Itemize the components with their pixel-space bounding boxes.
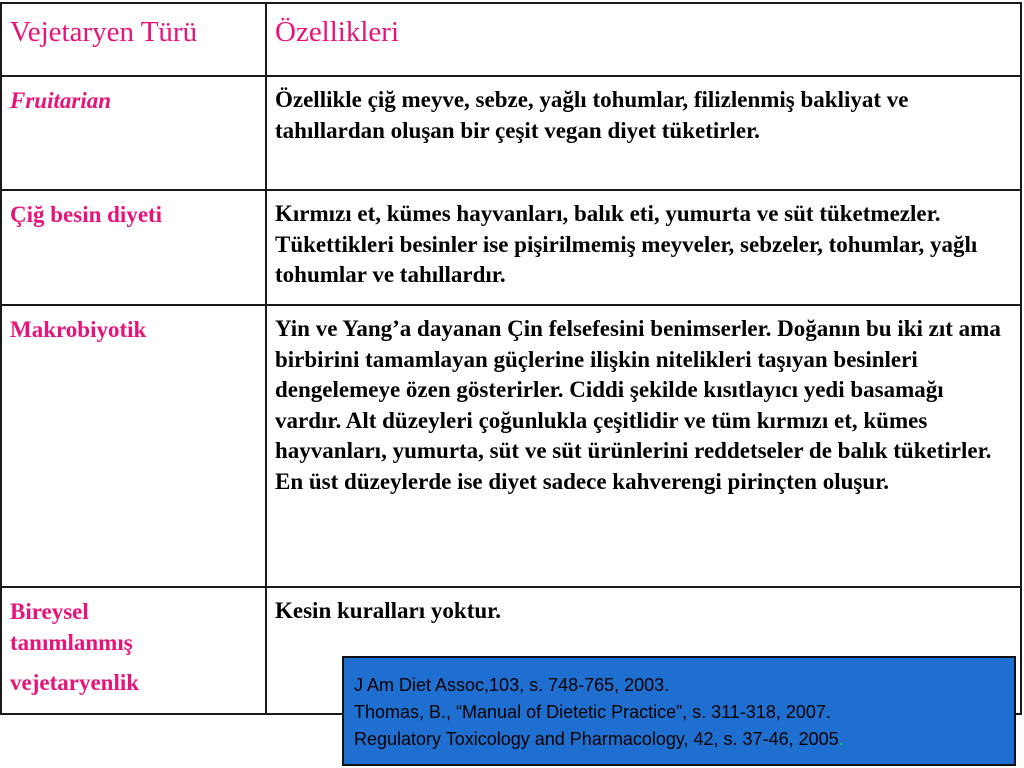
type-name-cell: Makrobiyotik bbox=[1, 305, 266, 587]
type-name-line: Bireysel bbox=[10, 599, 89, 624]
table-header-row bbox=[1, 3, 1021, 76]
type-name-line: vejetaryenlik bbox=[10, 670, 140, 695]
type-description-cell: Kesin kuralları yoktur. bbox=[266, 587, 1021, 714]
reference-trailing-dot: . bbox=[838, 729, 844, 749]
type-description-cell: Yin ve Yang’a dayanan Çin felsefesini benimserler. Doğanın bu iki zıt ama birbirini tamamlayan güçlerine ilişkin nitelikleri taşıyan besinleri dengelemeye özen gösterirler. Ciddi şekilde kısıtlayıcı yedi basamağı vardır. Alt düzeyleri çoğunlukla çeşitlidir ve tüm kırmızı et, kümes hayvanları, yumurta, süt ve süt ürünlerini reddetseler de balık tüketirler. En üst düzeylerde ise diyet sadece kahverengi pirinçten oluşur. bbox=[266, 305, 1021, 587]
vegetarian-types-table bbox=[0, 2, 1022, 715]
header-features-cell: Özellikleri bbox=[266, 3, 1021, 76]
reference-line bbox=[354, 726, 1014, 753]
type-name-cell bbox=[1, 587, 266, 714]
type-name-cell: Fruitarian bbox=[1, 76, 266, 190]
table-row bbox=[1, 190, 1021, 305]
type-name-cell: Çiğ besin diyeti bbox=[1, 190, 266, 305]
reference-line: Thomas, B., “Manual of Dietetic Practice”, s. 311-318, 2007. bbox=[354, 702, 831, 722]
type-name-line: tanımlanmış bbox=[10, 630, 133, 655]
reference-line: J Am Diet Assoc,103, s. 748-765, 2003. bbox=[354, 675, 670, 695]
references-box bbox=[342, 656, 1016, 766]
type-description-cell: Özellikle çiğ meyve, sebze, yağlı tohumlar, filizlenmiş bakliyat ve tahıllardan oluşan bir çeşit vegan diyet tüketirler. bbox=[266, 76, 1021, 190]
reference-text: Regulatory Toxicology and Pharmacology, 42, s. 37-46, 2005 bbox=[354, 729, 839, 749]
table-row bbox=[1, 76, 1021, 190]
table-row bbox=[1, 305, 1021, 587]
header-type-cell: Vejetaryen Türü bbox=[1, 3, 266, 76]
type-description-cell: Kırmızı et, kümes hayvanları, balık eti, yumurta ve süt tüketmezler. Tükettikleri besinler ise pişirilmemiş meyveler, sebzeler, tohumlar, yağlı tohumlar ve tahıllardır. bbox=[266, 190, 1021, 305]
